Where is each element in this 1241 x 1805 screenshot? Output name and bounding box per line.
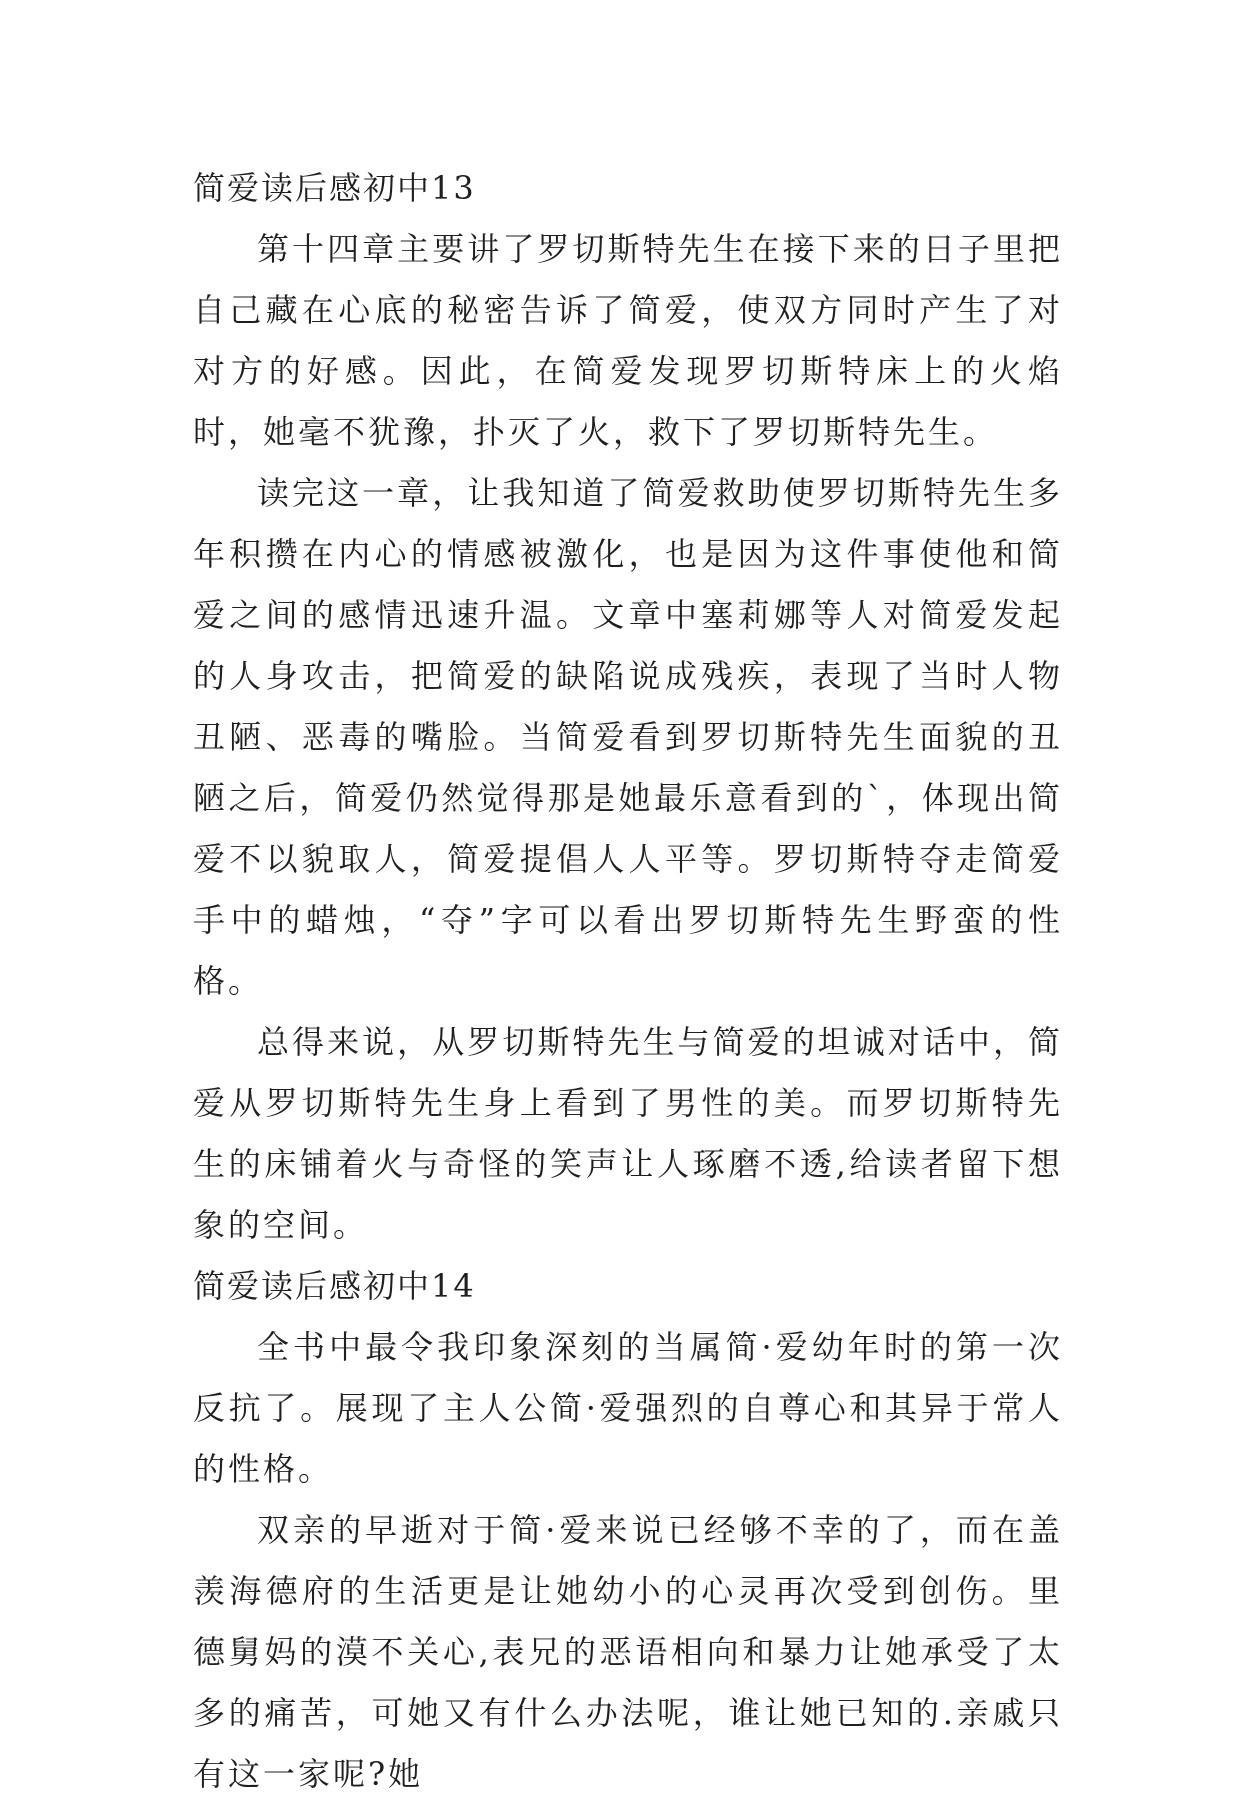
paragraph: 全书中最令我印象深刻的当属简·爱幼年时的第一次反抗了。展现了主人公简·爱强烈的自尊心和其异于常人的性格。 xyxy=(193,1328,1063,1488)
document-body xyxy=(193,158,1063,1805)
section-heading: 简爱读后感初中14 xyxy=(193,1267,476,1305)
paragraph: 双亲的早逝对于简·爱来说已经够不幸的了，而在盖羡海德府的生活更是让她幼小的心灵再次受到创伤。里德舅妈的漠不关心,表兄的恶语相向和暴力让她承受了太多的痛苦，可她又有什么办法呢，谁让她已知的.亲戚只有这一家呢?她 xyxy=(193,1511,1063,1793)
paragraph: 第十四章主要讲了罗切斯特先生在接下来的日子里把自己藏在心底的秘密告诉了简爱，使双方同时产生了对对方的好感。因此，在简爱发现罗切斯特床上的火焰时，她毫不犹豫，扑灭了火，救下了罗切斯特先生。 xyxy=(193,230,1063,451)
essay-section-13 xyxy=(193,158,1063,1256)
essay-section-14 xyxy=(193,1256,1063,1805)
paragraph: 总得来说，从罗切斯特先生与简爱的坦诚对话中，简爱从罗切斯特先生身上看到了男性的美。而罗切斯特先生的床铺着火与奇怪的笑声让人琢磨不透,给读者留下想象的空间。 xyxy=(193,1023,1063,1244)
section-heading: 简爱读后感初中13 xyxy=(193,169,476,207)
paragraph: 读完这一章，让我知道了简爱救助使罗切斯特先生多年积攒在内心的情感被激化，也是因为这件事使他和简爱之间的感情迅速升温。文章中塞莉娜等人对简爱发起的人身攻击，把简爱的缺陷说成残疾，表现了当时人物丑陋、恶毒的嘴脸。当简爱看到罗切斯特先生面貌的丑陋之后，简爱仍然觉得那是她最乐意看到的`，体现出简爱不以貌取人，简爱提倡人人平等。罗切斯特夺走简爱手中的蜡烛，“夺”字可以看出罗切斯特先生野蛮的性格。 xyxy=(193,474,1063,1000)
